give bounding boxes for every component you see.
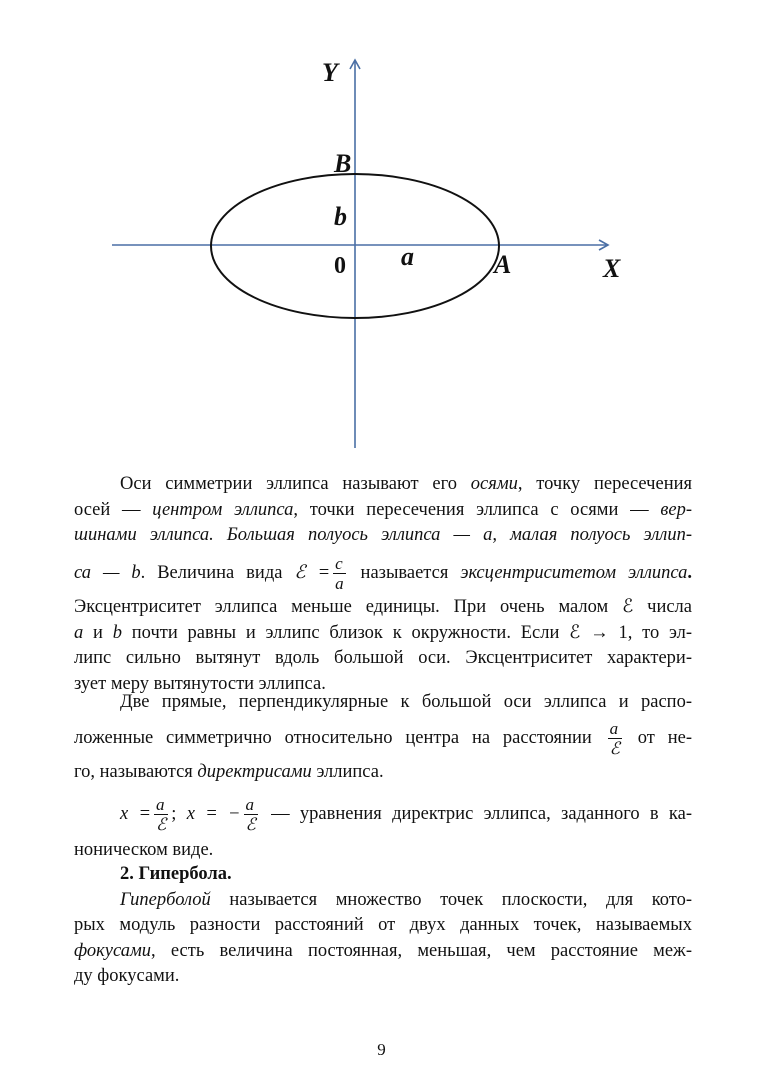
text-line: рых модуль разности расстояний от двух данных точек, называемых [74,915,692,936]
text-line: осей — центром эллипса, точки пересечения эллипса с осями — вер- [74,499,692,520]
text-line: ду фокусами. [74,966,180,987]
fraction-a-over-epsilon: $\frac{a}{\text{ℰ}}$ [245,795,256,835]
text-line: шинами эллипса. Большая полуось эллипса — a, малая полуось эллип- [74,525,692,546]
text-line: ноническом виде. [74,840,214,860]
text-line: Гиперболой называется множество точек плоскости, для кото- [120,889,692,910]
ellipse-figure [0,0,763,460]
text-line: ложенные симметрично относительно центра на расстоянии $\frac{a}{\text{ℰ}}$ от не- [74,718,693,758]
paragraph-ellipse-axes [74,472,692,697]
text-line: липс сильно вытянут вдоль большой оси. Эксцентриситет характери- [74,648,692,669]
semi-major-label: a [401,242,414,271]
section-heading: 2. Гипербола. [120,864,232,884]
equation-line: x = $\frac{a}{\text{ℰ}}$ ; x = − $\frac{a}{\text{ℰ}}$ — уравнения директрис эллипса, заданного в ка- [120,795,693,835]
fraction-a-over-epsilon: $\frac{a}{\text{ℰ}}$ [609,718,620,758]
text-line: a и b почти равны и эллипс близок к окружности. Если ℰ → 1, то эл- [74,622,692,643]
text-line: Эксцентриситет эллипса меньше единицы. При очень малом ℰ числа [74,597,692,618]
semi-minor-label: b [334,202,347,231]
text-line: фокусами, есть величина постоянная, меньшая, чем расстояние меж- [74,940,692,961]
fraction-a-over-epsilon: $\frac{a}{\text{ℰ}}$ [156,795,167,835]
vertex-a-label: A [494,250,512,279]
text-line: зует меру вытянутости эллипса. [74,673,326,694]
vertex-b-label: B [334,149,352,178]
paragraph-directrix [74,690,692,785]
page-number: 9 [377,1040,386,1059]
x-axis-label: X [603,254,621,283]
section-hyperbola [74,862,692,990]
directrix-equation [74,790,692,864]
fraction-c-over-a: $\frac{c}{a}$ [335,554,344,594]
text-line: Две прямые, перпендикулярные к большой оси эллипса и распо- [120,692,692,712]
origin-label: 0 [334,253,346,279]
text-line: го, называются директрисами эллипса. [74,761,384,782]
text-line: са — b. Величина вида ℰ = $\frac{c}{a}$ называется эксцентриситетом эллипса. [74,554,692,594]
text-line: Оси симметрии эллипса называют его осями, точку пересечения [120,474,692,494]
y-axis-label: Y [322,58,338,87]
